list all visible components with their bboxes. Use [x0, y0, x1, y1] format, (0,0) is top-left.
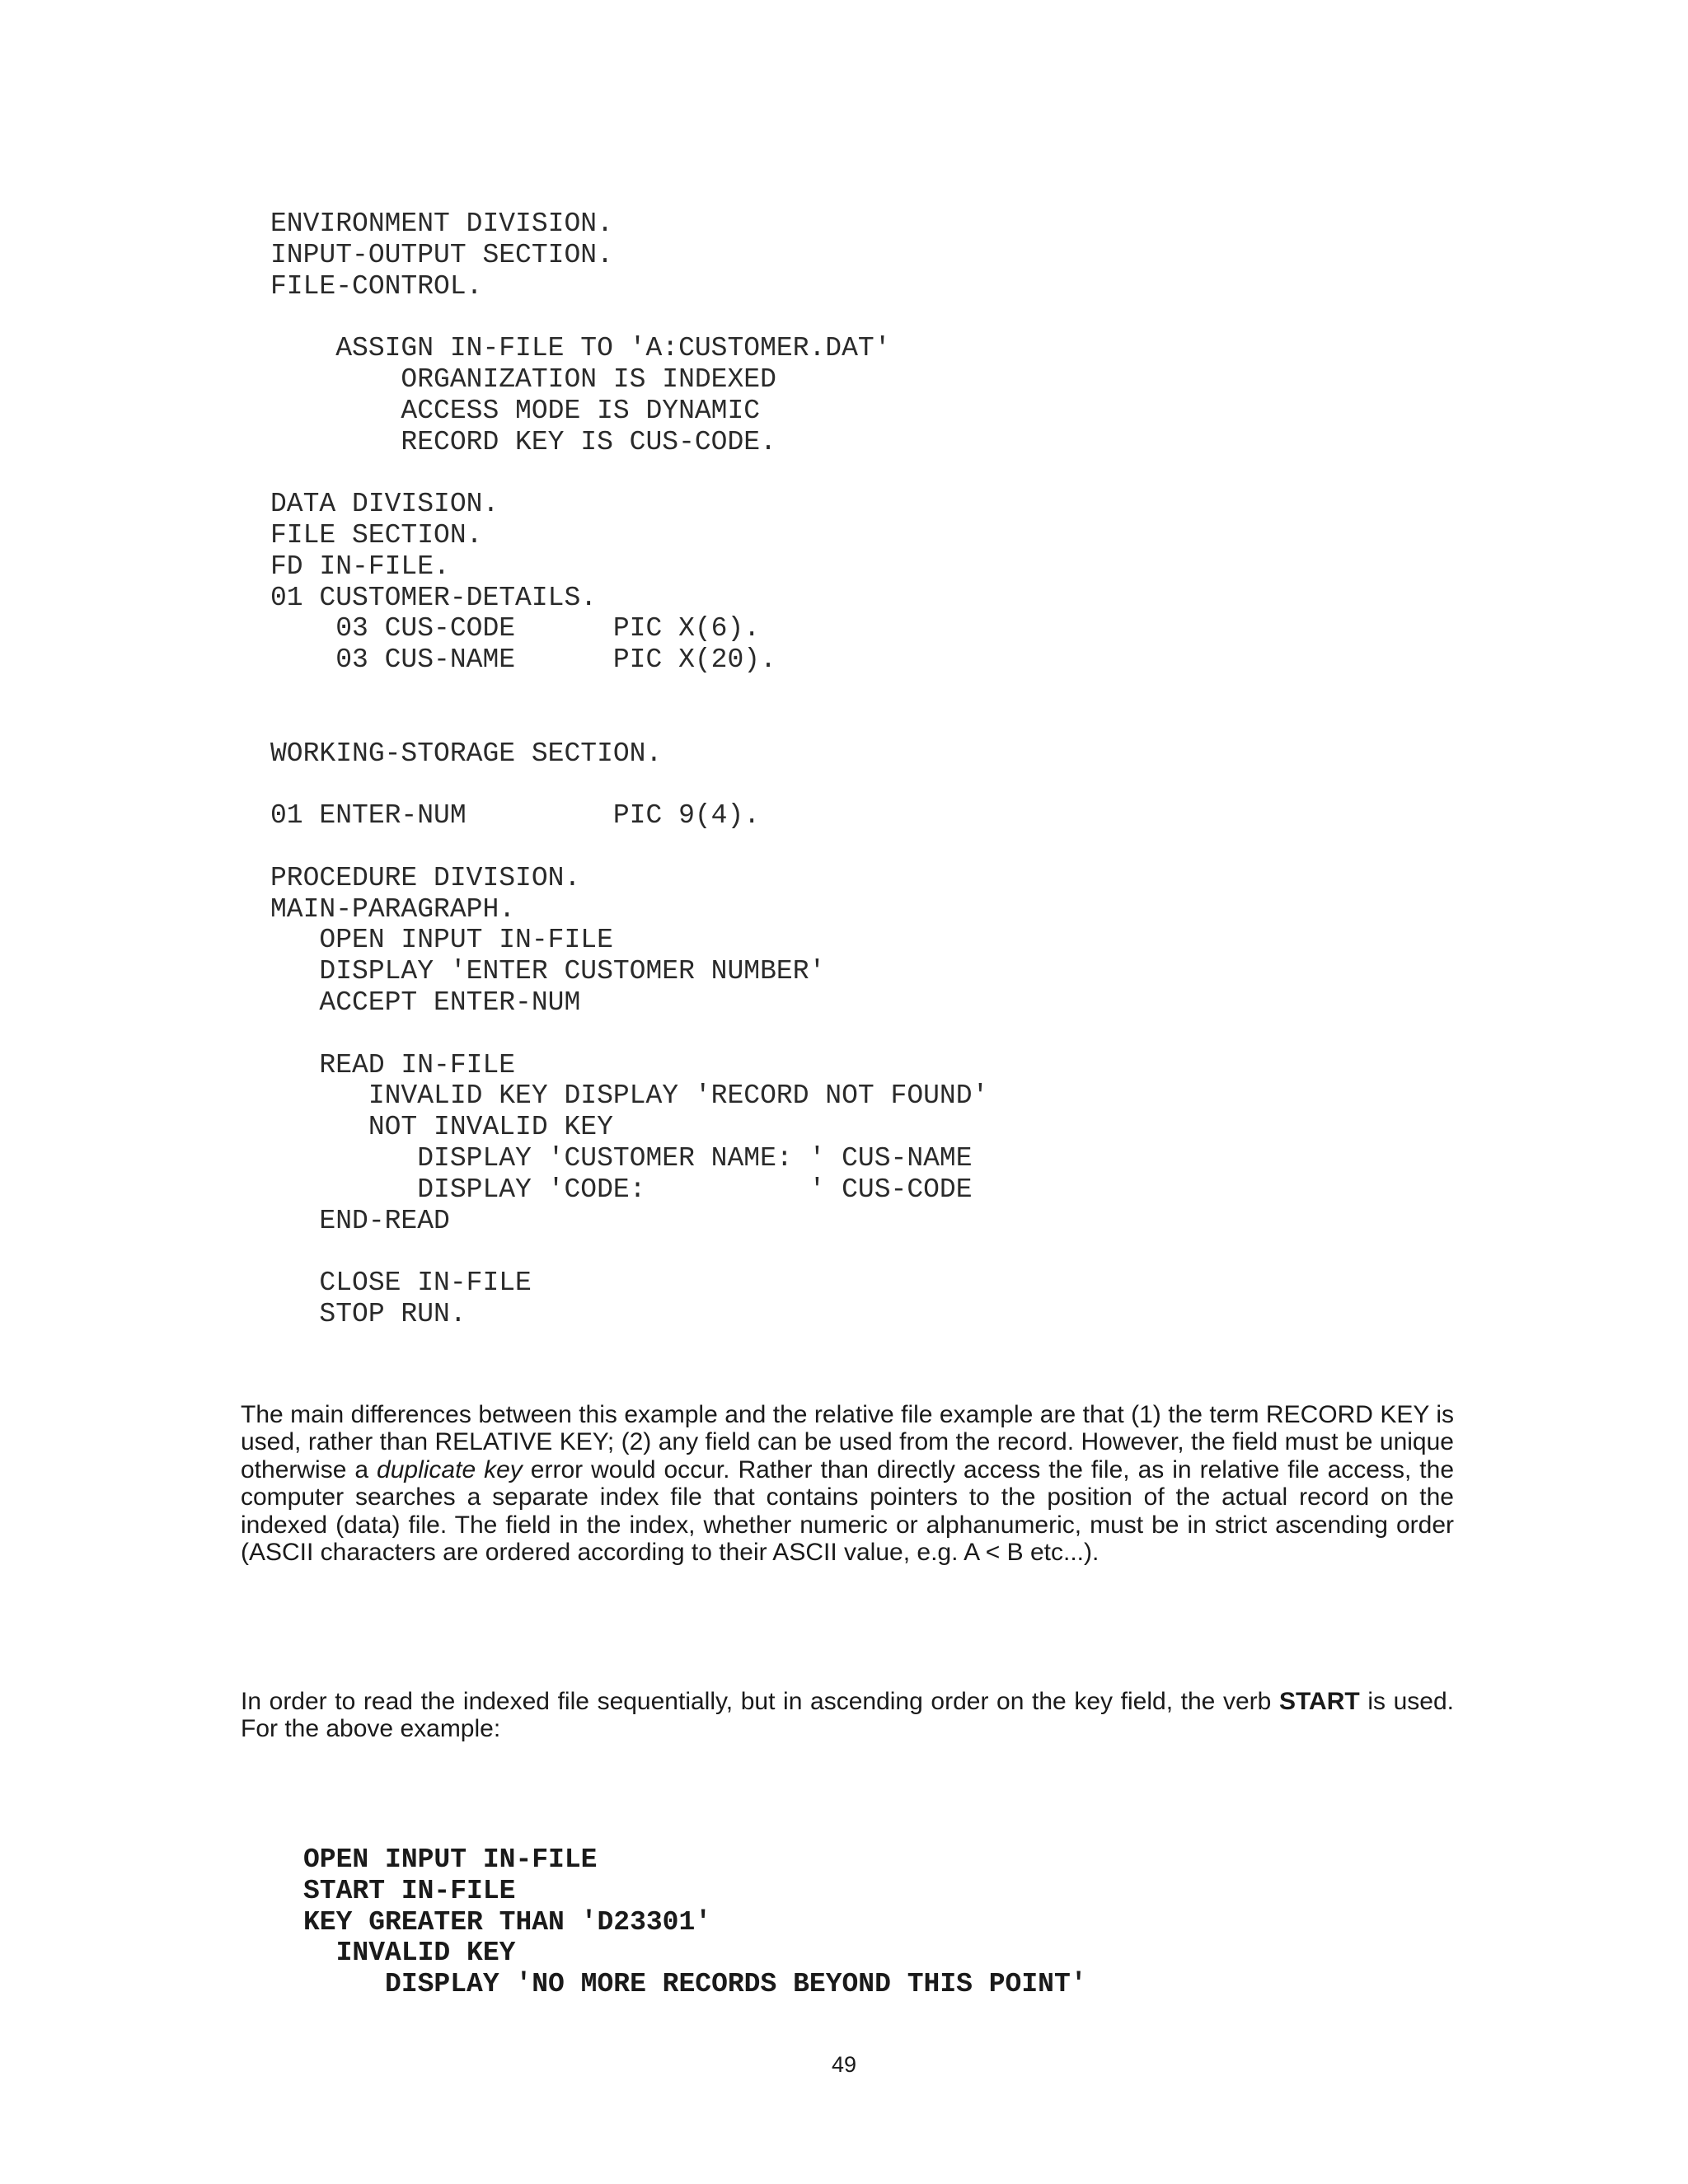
- code-line: ORGANIZATION IS INDEXED: [270, 363, 776, 395]
- paragraph-start-verb: [241, 1688, 1454, 1743]
- code-line: 01 CUSTOMER-DETAILS.: [270, 582, 598, 613]
- bold-keyword: START: [1278, 1688, 1360, 1715]
- code-line: RECORD KEY IS CUS-CODE.: [270, 426, 776, 457]
- code-line: END-READ: [270, 1205, 450, 1236]
- code-line: DISPLAY 'CUSTOMER NAME: ' CUS-NAME: [270, 1142, 973, 1174]
- code-line: 03 CUS-CODE PIC X(6).: [270, 613, 761, 644]
- code-line: NOT INVALID KEY: [270, 1112, 613, 1143]
- code-line: [270, 1019, 988, 1050]
- paragraph-text: The main differences between this example and the relative file example are that (1) the term RECORD KEY is used, rather than RELATIVE KEY; (2) any field can be used from the record. However, the field must be unique otherwise a: [241, 1401, 1454, 1483]
- code-line: OPEN INPUT IN-FILE: [270, 925, 613, 956]
- code-line: ASSIGN IN-FILE TO 'A:CUSTOMER.DAT': [270, 333, 891, 364]
- code-line: [270, 676, 988, 707]
- code-line: PROCEDURE DIVISION.: [270, 862, 581, 893]
- code-line: INVALID KEY: [303, 1938, 516, 1969]
- code-line: ACCEPT ENTER-NUM: [270, 987, 581, 1018]
- code-line: [270, 1236, 988, 1268]
- code-line: CLOSE IN-FILE: [270, 1268, 532, 1299]
- code-line: [270, 707, 988, 738]
- code-line: START IN-FILE: [303, 1875, 516, 1906]
- code-line: INVALID KEY DISPLAY 'RECORD NOT FOUND': [270, 1080, 989, 1112]
- code-line: [270, 769, 988, 800]
- code-line: ENVIRONMENT DIVISION.: [270, 209, 613, 239]
- code-line: MAIN-PARAGRAPH.: [270, 893, 516, 925]
- code-line: WORKING-STORAGE SECTION.: [270, 738, 663, 769]
- code-listing-main: [270, 209, 988, 1330]
- paragraph-text: is used. For the above example:: [241, 1688, 1454, 1743]
- code-line: DATA DIVISION.: [270, 489, 499, 520]
- code-line: [270, 302, 988, 333]
- code-line: INPUT-OUTPUT SECTION.: [270, 239, 613, 270]
- code-line: ACCESS MODE IS DYNAMIC: [270, 395, 761, 426]
- code-line: DISPLAY 'NO MORE RECORDS BEYOND THIS POINT': [303, 1969, 1087, 2000]
- code-line: [270, 832, 988, 863]
- code-line: FILE SECTION.: [270, 519, 483, 551]
- code-line: 01 ENTER-NUM PIC 9(4).: [270, 800, 761, 832]
- code-line: 03 CUS-NAME PIC X(20).: [270, 644, 776, 676]
- code-line: READ IN-FILE: [270, 1049, 516, 1080]
- code-line: STOP RUN.: [270, 1298, 467, 1329]
- code-line: FD IN-FILE.: [270, 551, 450, 582]
- code-line: KEY GREATER THAN 'D23301': [303, 1906, 712, 1938]
- code-line: OPEN INPUT IN-FILE: [303, 1844, 598, 1875]
- page-number: 49: [831, 2052, 857, 2077]
- code-line: [270, 457, 988, 489]
- code-line: DISPLAY 'ENTER CUSTOMER NUMBER': [270, 956, 826, 987]
- code-line: DISPLAY 'CODE: ' CUS-CODE: [270, 1174, 973, 1205]
- paragraph-record-key-explanation: [241, 1401, 1454, 1566]
- paragraph-text: In order to read the indexed file sequentially, but in ascending order on the key field, the verb: [241, 1688, 1279, 1715]
- italic-term: duplicate key: [377, 1455, 523, 1483]
- code-listing-start-example: [303, 1844, 1087, 2000]
- paragraph-text: error would occur. Rather than directly access the file, as in relative file access, the computer searches a separate index file that contains pointers to the position of the actual record on the indexed (data) file. The field in the index, whether numeric or alphanumeric, must be in strict ascending order (ASCII characters are ordered according to their ASCII value, e.g. A < B etc...).: [241, 1455, 1455, 1567]
- code-line: FILE-CONTROL.: [270, 270, 483, 302]
